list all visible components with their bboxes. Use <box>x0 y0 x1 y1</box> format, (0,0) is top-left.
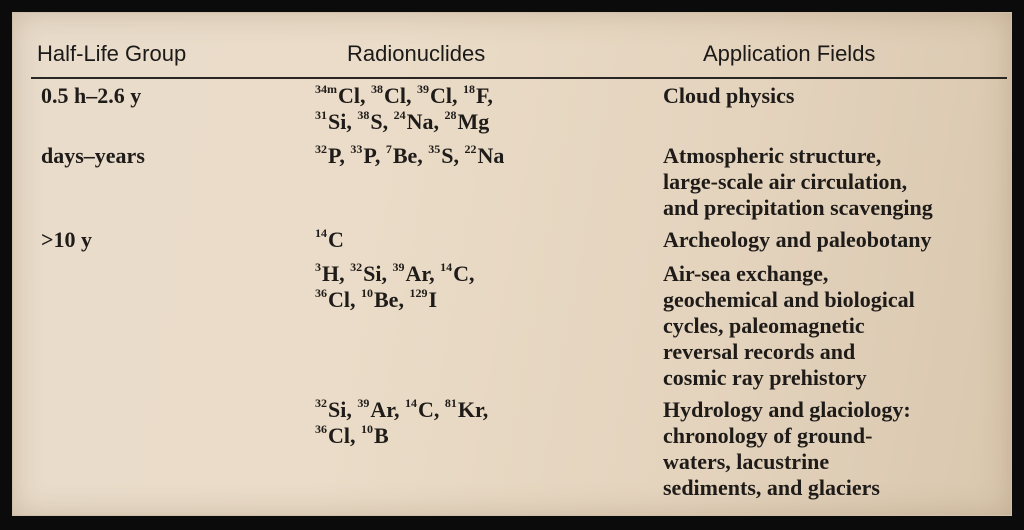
application-fields-line: sediments, and glaciers <box>663 475 880 500</box>
application-fields-cell <box>663 397 911 501</box>
nuclide <box>357 397 394 422</box>
mass-number: 3 <box>315 259 321 274</box>
element-symbol: Cl <box>338 83 360 108</box>
element-symbol: Cl <box>384 83 406 108</box>
application-fields-line: Air-sea exchange, <box>663 261 829 286</box>
radionuclides-cell <box>315 83 493 135</box>
nuclide <box>315 83 360 108</box>
mass-number: 39 <box>357 395 370 410</box>
element-symbol: Cl <box>328 287 350 312</box>
mass-number: 35 <box>428 141 441 156</box>
nuclide <box>394 109 434 134</box>
mass-number: 28 <box>444 107 457 122</box>
mass-number: 22 <box>464 141 477 156</box>
element-symbol: Si <box>363 261 382 286</box>
mass-number: 38 <box>357 107 370 122</box>
application-fields-cell <box>663 261 915 391</box>
radionuclides-cell <box>315 261 475 313</box>
nuclide <box>315 227 344 252</box>
header-radionuclides: Radionuclides <box>347 41 486 66</box>
element-symbol: Si <box>328 109 347 134</box>
element-symbol: Na <box>406 109 434 134</box>
header-application-fields: Application Fields <box>703 41 876 66</box>
radionuclides-cell <box>315 143 504 169</box>
nuclide <box>357 109 382 134</box>
nuclide <box>315 261 339 286</box>
nuclide <box>445 109 490 134</box>
element-symbol: C <box>453 261 470 286</box>
element-symbol: B <box>374 423 389 448</box>
radionuclides-line: $^{31}$Si, $^{38}$S, $^{24}$Na, $^{28}$Mg <box>315 107 490 134</box>
application-fields-cell <box>663 227 932 253</box>
application-fields-cell <box>663 143 933 221</box>
mass-number: 39 <box>392 259 405 274</box>
radionuclides-line: $^{32}$P, $^{33}$P, $^7$Be, $^{35}$S, $^{22}$Na <box>315 141 505 168</box>
application-fields-line: Hydrology and glaciology: <box>663 397 911 422</box>
radionuclides-line: $^{36}$Cl, $^{10}$Be, $^{129}$I <box>315 285 438 312</box>
table-photo <box>12 12 1012 516</box>
mass-number: 10 <box>361 285 373 300</box>
application-fields-cell <box>663 83 794 109</box>
mass-number: 32 <box>315 395 327 410</box>
mass-number: 24 <box>393 107 406 122</box>
radionuclides-line: $^{36}$Cl, $^{10}$B <box>315 421 389 448</box>
mass-number: 32 <box>350 259 363 274</box>
nuclide <box>428 143 453 168</box>
radionuclides-cell <box>315 227 344 253</box>
mass-number: 7 <box>385 141 392 156</box>
nuclide <box>440 261 469 286</box>
nuclide <box>350 261 381 286</box>
element-symbol: Be <box>392 143 418 168</box>
nuclide <box>417 83 452 108</box>
mass-number: 10 <box>361 421 373 436</box>
nuclide <box>465 143 505 168</box>
half-life-group-cell: >10 y <box>41 227 93 252</box>
radionuclides-cell <box>315 397 488 449</box>
application-fields-line: geochemical and biological <box>663 287 915 312</box>
element-symbol: Cl <box>328 423 350 448</box>
element-symbol: S <box>370 109 383 134</box>
mass-number: 36 <box>315 285 327 300</box>
nuclide <box>350 143 374 168</box>
mass-number: 33 <box>350 141 363 156</box>
nuclide <box>445 397 483 422</box>
application-fields-line: chronology of ground- <box>663 423 873 448</box>
mass-number: 14 <box>315 225 327 240</box>
element-symbol: F <box>476 83 488 108</box>
nuclide <box>315 423 350 448</box>
application-fields-line: cosmic ray prehistory <box>663 365 867 390</box>
element-symbol: Cl <box>430 83 452 108</box>
nuclide <box>386 143 417 168</box>
element-symbol: Be <box>374 287 399 312</box>
radionuclides-line: $^{34m}$Cl, $^{38}$Cl, $^{39}$Cl, $^{18}$F, <box>315 81 493 108</box>
mass-number: 14 <box>440 259 453 274</box>
radionuclides-line <box>315 227 344 253</box>
nuclide <box>315 143 339 168</box>
element-symbol: I <box>428 287 438 312</box>
half-life-group-cell: days–years <box>41 143 145 168</box>
nuclide <box>315 109 346 134</box>
application-fields-line: Archeology and paleobotany <box>663 227 932 252</box>
mass-number: 34m <box>315 81 337 96</box>
element-symbol: C <box>418 397 434 422</box>
mass-number: 31 <box>315 107 327 122</box>
table-header <box>31 25 1005 67</box>
element-symbol: P <box>328 143 340 168</box>
application-fields-line: reversal records and <box>663 339 856 364</box>
element-symbol: H <box>322 261 340 286</box>
nuclide <box>315 287 350 312</box>
nuclide <box>409 287 437 312</box>
element-symbol: C <box>328 227 344 252</box>
nuclide <box>315 397 346 422</box>
nuclide <box>371 83 406 108</box>
mass-number: 129 <box>409 285 428 300</box>
element-symbol: Si <box>328 397 347 422</box>
radionuclides-line: $^{32}$Si, $^{39}$Ar, $^{14}$C, $^{81}$Kr, <box>315 395 489 422</box>
half-life-group-cell: 0.5 h–2.6 y <box>41 83 142 108</box>
element-symbol: S <box>441 143 454 168</box>
mass-number: 38 <box>371 81 383 96</box>
element-symbol: Ar <box>405 261 430 286</box>
element-symbol: Ar <box>370 397 394 422</box>
nuclide <box>392 261 429 286</box>
application-fields-line: Cloud physics <box>663 83 795 108</box>
application-fields-line: large-scale air circulation, <box>663 169 908 194</box>
header-rule <box>31 77 1007 79</box>
element-symbol: P <box>363 143 375 168</box>
application-fields-line: Atmospheric structure, <box>663 143 882 168</box>
nuclide <box>361 423 389 448</box>
nuclide <box>405 397 434 422</box>
mass-number: 14 <box>405 395 417 410</box>
header-half-life-group: Half-Life Group <box>37 41 187 66</box>
application-fields-line: and precipitation scavenging <box>663 195 933 220</box>
nuclide <box>361 287 398 312</box>
application-fields-line: cycles, paleomagnetic <box>663 313 865 338</box>
nuclide <box>463 83 487 108</box>
mass-number: 81 <box>444 395 457 410</box>
application-fields-line: waters, lacustrine <box>663 449 830 474</box>
element-symbol: Na <box>477 143 505 168</box>
mass-number: 36 <box>315 421 327 436</box>
element-symbol: Mg <box>457 109 490 134</box>
element-symbol: Kr <box>457 397 483 422</box>
mass-number: 18 <box>463 81 475 96</box>
mass-number: 39 <box>417 81 429 96</box>
mass-number: 32 <box>315 141 327 156</box>
radionuclides-line: $^3$H, $^{32}$Si, $^{39}$Ar, $^{14}$C, <box>315 259 475 286</box>
